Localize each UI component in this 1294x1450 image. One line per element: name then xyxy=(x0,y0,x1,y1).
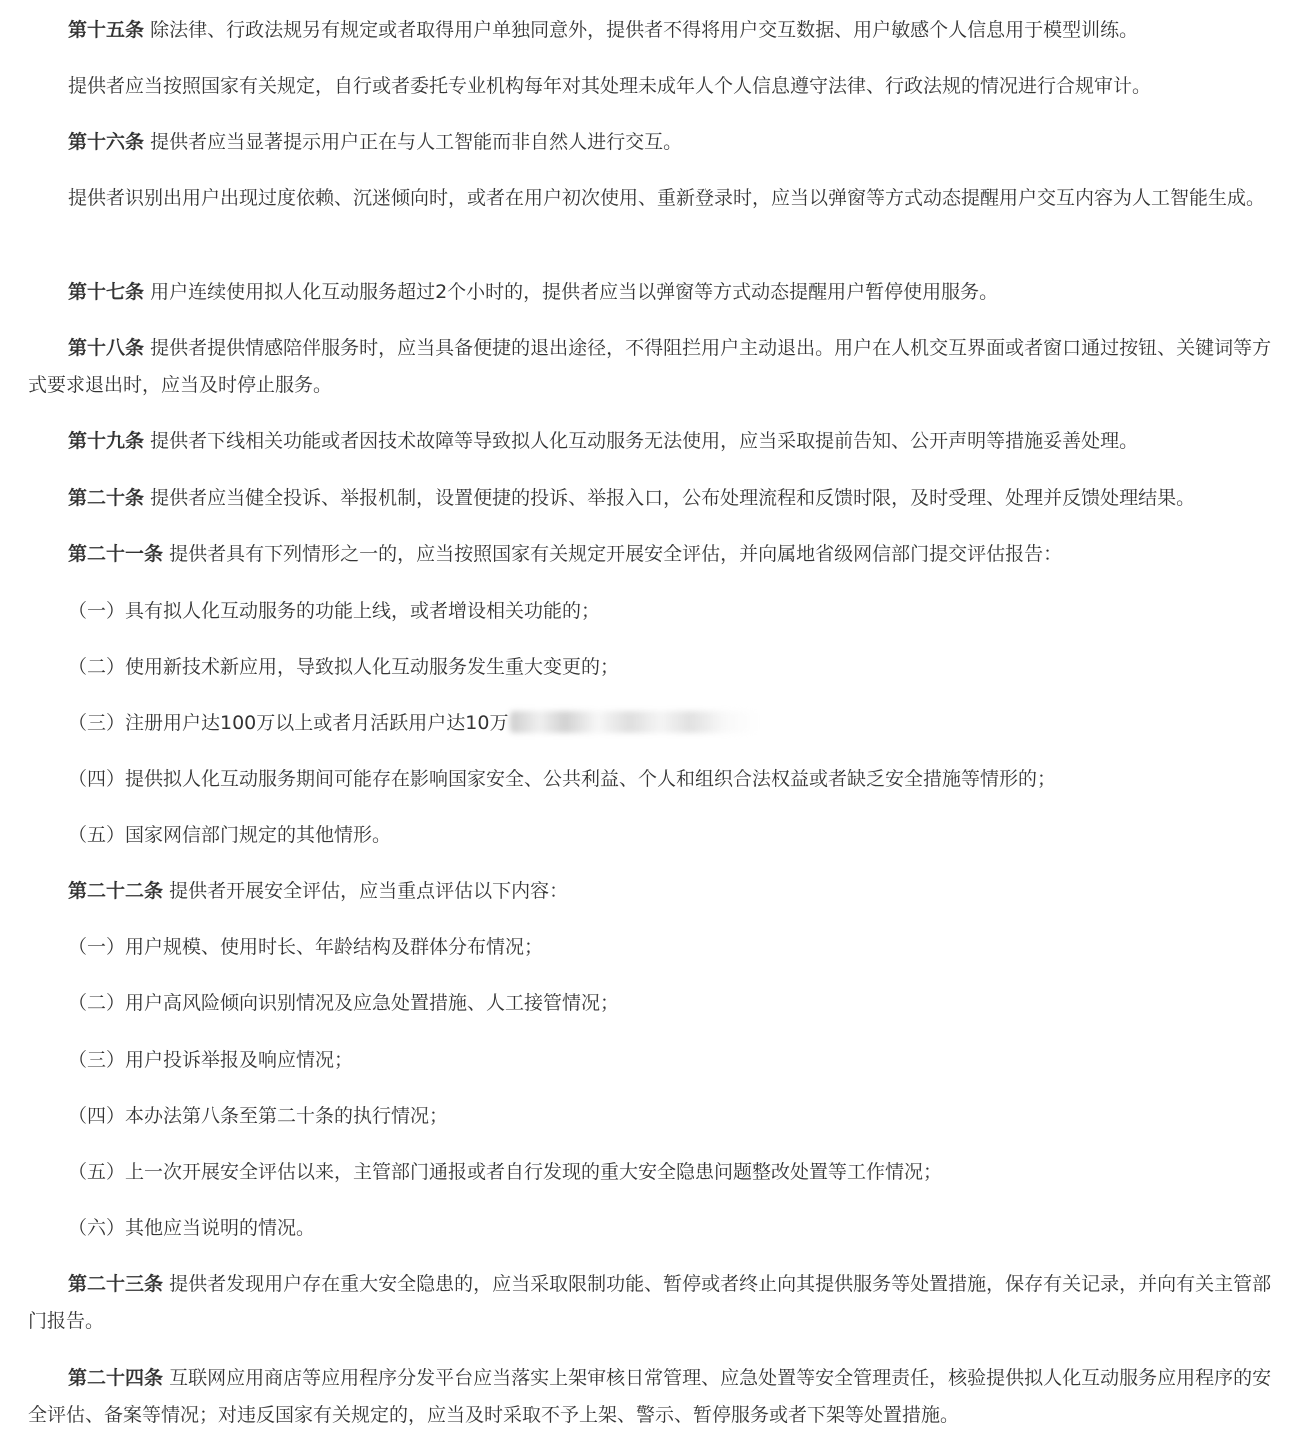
list-item-text: （六）其他应当说明的情况。 xyxy=(68,1217,316,1239)
list-item xyxy=(28,593,1280,630)
article-heading: 第二十一条 xyxy=(68,543,164,565)
list-item-text: （二）使用新技术新应用，导致拟人化互动服务发生重大变更的； xyxy=(68,656,620,678)
paragraph-text: 用户连续使用拟人化互动服务超过2个小时的，提供者应当以弹窗等方式动态提醒用户暂停使用服务。 xyxy=(150,281,999,303)
list-item-text: （五）上一次开展安全评估以来，主管部门通报或者自行发现的重大安全隐患问题整改处置等工作情况； xyxy=(68,1161,943,1183)
list-item xyxy=(28,817,1280,854)
paragraph-article-22 xyxy=(28,873,1280,910)
article-heading: 第二十条 xyxy=(68,487,145,509)
paragraph-text: 提供者开展安全评估，应当重点评估以下内容： xyxy=(169,880,569,902)
paragraph-article-15 xyxy=(28,12,1280,49)
paragraph-text: 提供者下线相关功能或者因技术故障等导致拟人化互动服务无法使用，应当采取提前告知、公开声明等措施妥善处理。 xyxy=(150,430,1139,452)
paragraph-text: 提供者提供情感陪伴服务时，应当具备便捷的退出途径，不得阻拦用户主动退出。用户在人机交互界面或者窗口通过按钮、关键词等方式要求退出时，应当及时停止服务。 xyxy=(28,337,1272,396)
article-heading: 第十六条 xyxy=(68,131,145,153)
article-heading: 第十五条 xyxy=(68,19,145,41)
list-item-text: （四）本办法第八条至第二十条的执行情况； xyxy=(68,1105,449,1127)
list-item xyxy=(28,761,1280,798)
paragraph-article-19 xyxy=(28,423,1280,460)
paragraph-text: 提供者识别出用户出现过度依赖、沉迷倾向时，或者在用户初次使用、重新登录时，应当以弹窗等方式动态提醒用户交互内容为人工智能生成。 xyxy=(68,187,1266,209)
paragraph-text: 提供者应当显著提示用户正在与人工智能而非自然人进行交互。 xyxy=(150,131,683,153)
article-heading: 第二十四条 xyxy=(68,1367,164,1389)
paragraph-article-16 xyxy=(28,124,1280,161)
paragraph-article-18 xyxy=(28,330,1280,404)
list-item xyxy=(28,929,1280,966)
article-heading: 第十九条 xyxy=(68,430,145,452)
article-heading: 第二十二条 xyxy=(68,880,164,902)
paragraph-article-17 xyxy=(28,274,1280,311)
list-item xyxy=(28,1098,1280,1135)
list-item xyxy=(28,1210,1280,1247)
paragraph-article-20 xyxy=(28,480,1280,517)
list-item xyxy=(28,649,1280,686)
article-heading: 第二十三条 xyxy=(68,1273,164,1295)
paragraph-text: 互联网应用商店等应用程序分发平台应当落实上架审核日常管理、应急处置等安全管理责任，核验提供拟人化互动服务应用程序的安全评估、备案等情况；对违反国家有关规定的，应当及时采取不予上架、警示、暂停服务或者下架等处置措施。 xyxy=(28,1367,1272,1426)
paragraph-text: 提供者发现用户存在重大安全隐患的，应当采取限制功能、暂停或者终止向其提供服务等处置措施，保存有关记录，并向有关主管部门报告。 xyxy=(28,1273,1272,1332)
list-item-text: （一）用户规模、使用时长、年龄结构及群体分布情况； xyxy=(68,936,544,958)
article-heading: 第十八条 xyxy=(68,337,145,359)
paragraph-text: 除法律、行政法规另有规定或者取得用户单独同意外，提供者不得将用户交互数据、用户敏感个人信息用于模型训练。 xyxy=(150,19,1139,41)
paragraph-article-23 xyxy=(28,1266,1280,1340)
blurred-redaction xyxy=(510,711,760,733)
list-item xyxy=(28,985,1280,1022)
list-item-text: （一）具有拟人化互动服务的功能上线，或者增设相关功能的； xyxy=(68,600,601,622)
paragraph-article-24 xyxy=(28,1360,1280,1434)
list-item-text: （二）用户高风险倾向识别情况及应急处置措施、人工接管情况； xyxy=(68,992,620,1014)
article-heading: 第十七条 xyxy=(68,281,145,303)
list-item xyxy=(28,1042,1280,1079)
paragraph xyxy=(28,68,1280,105)
paragraph-text: 提供者应当健全投诉、举报机制，设置便捷的投诉、举报入口，公布处理流程和反馈时限，及时受理、处理并反馈处理结果。 xyxy=(150,487,1196,509)
list-item xyxy=(28,1154,1280,1191)
list-item-text: （五）国家网信部门规定的其他情形。 xyxy=(68,824,392,846)
paragraph-text: 提供者应当按照国家有关规定，自行或者委托专业机构每年对其处理未成年人个人信息遵守法律、行政法规的情况进行合规审计。 xyxy=(68,75,1152,97)
paragraph xyxy=(28,180,1280,217)
paragraph-text: 提供者具有下列情形之一的，应当按照国家有关规定开展安全评估，并向属地省级网信部门提交评估报告： xyxy=(169,543,1063,565)
list-item-text: （三）注册用户达100万以上或者月活跃用户达10万 xyxy=(68,712,509,734)
list-item xyxy=(28,705,1280,742)
list-item-text: （三）用户投诉举报及响应情况； xyxy=(68,1049,354,1071)
paragraph-article-21 xyxy=(28,536,1280,573)
list-item-text: （四）提供拟人化互动服务期间可能存在影响国家安全、公共利益、个人和组织合法权益或者缺乏安全措施等情形的； xyxy=(68,768,1057,790)
